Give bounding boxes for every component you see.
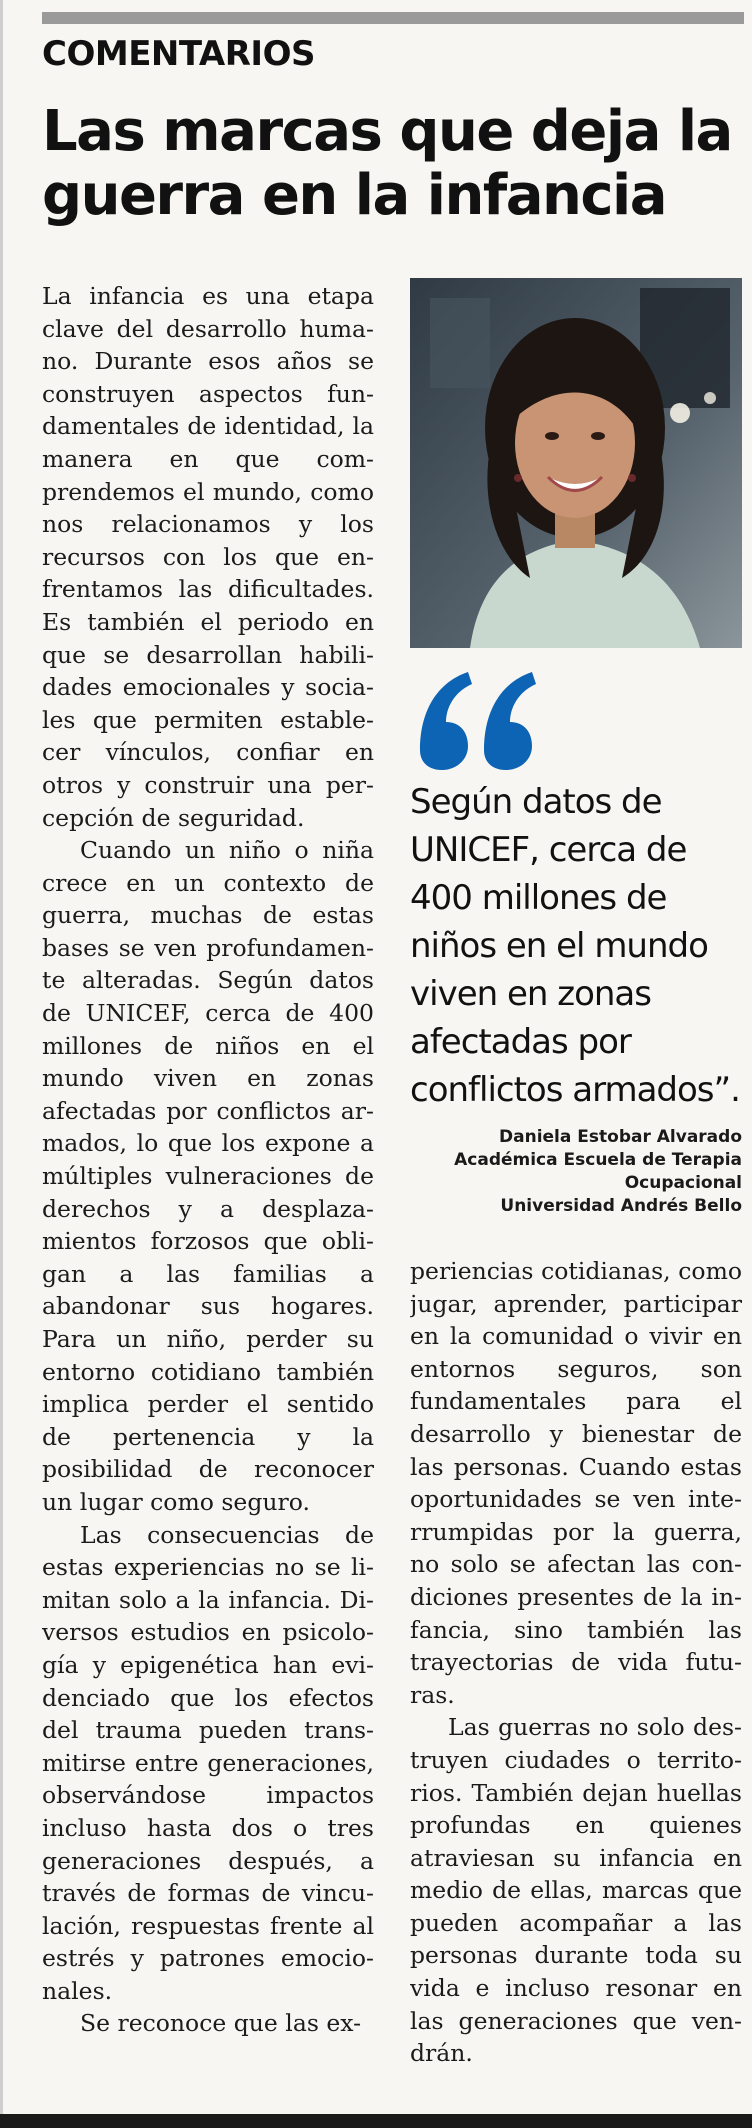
author-institution: Universidad Andrés Bello [500, 1196, 742, 1216]
body-paragraph: Cuando un niño o niña crece en un contexto de guerra, muchas de estas bases se ven profundamente alteradas. Según datos de UNICEF, cerca de 400 millones de niños en el mundo viven en zonas afectadas por conflictos armados, lo que los expone a múltiples vulneraciones de derechos y a desplazamientos forzosos que obligan a las familias a abandonar sus hogares. Para un niño, perder su entorno cotidiano también implica perder el sentido de pertenencia y la posibilidad de reconocer un lugar como seguro. [42, 836, 374, 1516]
page-edge-line [0, 0, 3, 2128]
body-column-right [410, 1255, 742, 2115]
headline-line-2: guerra en la infancia [42, 163, 667, 228]
body-column-left [42, 280, 374, 2110]
pull-quote: Según datos de UNICEF, cerca de 400 millones de niños en el mundo viven en zonas afectadas por conflictos armados”. [410, 782, 740, 1110]
body-paragraph: La infancia es una etapa clave del desarrollo humano. Durante esos años se construyen aspectos fundamentales de identidad, la manera en que comprendemos el mundo, como nos relacionamos y los recursos con los que enfrentamos las dificultades. Es también el periodo en que se desarrollan habilidades emocionales y sociales que permiten establecer vínculos, confiar en otros y construir una percepción de seguridad. [42, 282, 374, 832]
author-byline [410, 1126, 742, 1218]
headline-line-1: Las marcas que deja la [42, 99, 732, 164]
quote-mark-icon [410, 660, 560, 780]
quote-mark-icon-left [420, 672, 472, 770]
section-top-rule [42, 12, 744, 24]
quote-mark-icon-right [484, 672, 536, 770]
author-name: Daniela Estobar Alvarado [499, 1127, 742, 1147]
body-paragraph: periencias cotidianas, como jugar, aprender, participar en la comunidad o vivir en entornos seguros, son fundamentales para el desarrollo y bienestar de las personas. Cuando estas oportunidades se ven interrumpidas por la guerra, no solo se afectan las condiciones presentes de la infancia, sino también las trayectorias de vida futuras. [410, 1257, 742, 1709]
body-paragraph: Se reconoce que las ex- [80, 2009, 362, 2038]
page-bottom-rule [0, 2114, 752, 2128]
article-headline [42, 100, 742, 228]
author-role-line-1: Académica Escuela de Terapia [454, 1150, 742, 1170]
author-photo [410, 278, 742, 648]
body-paragraph: Las consecuencias de estas experiencias no se limitan solo a la infancia. Diversos estudios en psicología y epigenética han evidenciado que los efectos del trauma pueden transmitirse entre generaciones, observándose impactos incluso hasta dos o tres generaciones después, a través de formas de vinculación, respuestas frente al estrés y patrones emocionales. [42, 1520, 374, 2005]
body-paragraph: Las guerras no solo destruyen ciudades o territorios. También dejan huellas profundas en quienes atraviesan su infancia en medio de ellas, marcas que pueden acompañar a las personas durante toda su vida e incluso resonar en las generaciones que vendrán. [410, 1713, 742, 2068]
section-label: COMENTARIOS [42, 34, 315, 74]
author-role-line-2: Ocupacional [624, 1173, 742, 1193]
